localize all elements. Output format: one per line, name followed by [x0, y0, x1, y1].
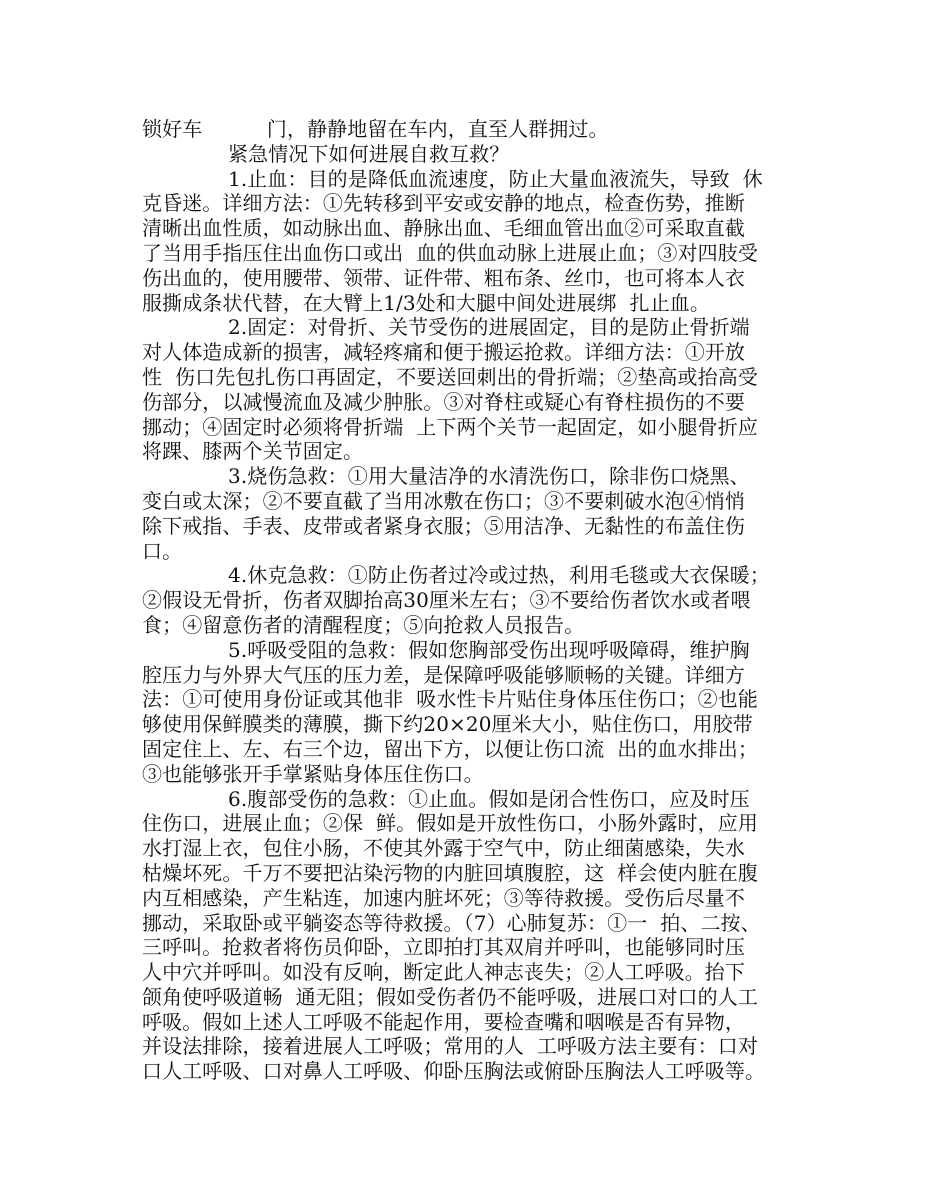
text-line: 克昏迷。详细方法：①先转移到平安或安静的地点，检查伤势，推断 [142, 191, 745, 216]
text-line: 对人体造成新的损害，减轻疼痛和便于搬运抢救。详细方法：①开放 [142, 340, 745, 365]
text-line: 颌角使呼吸道畅 通无阻；假如受伤者仍不能呼吸，进展口对口的人工 [142, 984, 758, 1009]
text-line: ③也能够张开手掌紧贴身体压住伤口。 [142, 761, 484, 786]
text-line: 够使用保鲜膜类的薄膜，撕下约20×20厘米大小，贴住伤口，用胶带 [142, 712, 753, 737]
text-line: 挪动；④固定时必须将骨折端 上下两个关节一起固定，如小腿骨折应 [142, 414, 758, 439]
text-line: 腔压力与外界大气压的压力差，是保障呼吸能够顺畅的关键。详细方 [142, 662, 745, 687]
text-line: 口人工呼吸、口对鼻人工呼吸、仰卧压胸法或俯卧压胸法人工呼吸等。 [142, 1059, 766, 1084]
text-line: 伤出血的，使用腰带、领带、证件带、粗布条、丝巾，也可将本人衣 [142, 265, 745, 290]
text-line: 呼吸。假如上述人工呼吸不能起作用，要检查嘴和咽喉是否有异物， [142, 1009, 745, 1034]
text-line: 性 伤口先包扎伤口再固定，不要送回刺出的骨折端；②垫高或抬高受 [142, 364, 758, 389]
text-line: 住伤口，进展止血；②保 鲜。假如是开放性伤口，小肠外露时，应用 [142, 811, 758, 836]
text-line: 除下戒指、手表、皮带或者紧身衣服；⑤用洁净、无黏性的布盖住伤 [142, 513, 745, 538]
text-line: 并设法排除，接着进展人工呼吸；常用的人 工呼吸方法主要有：口对 [142, 1034, 758, 1059]
text-line: ②假设无骨折，伤者双脚抬高30厘米左右；③不要给伤者饮水或者喂 [142, 588, 751, 613]
text-line: 挪动，采取卧或平躺姿态等待救援。（7）心肺复苏：①一 拍、二按、 [142, 910, 761, 935]
text-line: 三呼叫。抢救者将伤员仰卧，立即拍打其双肩并呼叫，也能够同时压 [142, 935, 745, 960]
text-line: 3.烧伤急救：①用大量洁净的水清洗伤口，除非伤口烧黑、 [228, 464, 750, 489]
text-line: 将踝、膝两个关节固定。 [142, 439, 364, 464]
text-line: 固定住上、左、右三个边，留出下方，以便让伤口流 出的血水排出； [142, 736, 758, 761]
text-line: 水打湿上衣，包住小肠，不使其外露于空气中，防止细菌感染，失水 [142, 836, 745, 861]
text-line: 清晰出血性质，如动脉出血、静脉出血、毛细血管出血②可采取直截 [142, 216, 745, 241]
text-line: 内互相感染，产生粘连，加速内脏坏死；③等待救援。受伤后尽量不 [142, 885, 745, 910]
text-line: 法：①可使用身份证或其他非 吸水性卡片贴住身体压住伤口；②也能 [142, 687, 758, 712]
text-line: 人中穴并呼叫。如没有反响，断定此人神志丧失；②人工呼吸。抬下 [142, 960, 745, 985]
text-line: 2.固定：对骨折、关节受伤的进展固定，目的是防止骨折端 [228, 315, 750, 340]
text-line: 4.休克急救：①防止伤者过冷或过热，利用毛毯或大衣保暖； [228, 563, 770, 588]
text-line: 食；④留意伤者的清醒程度；⑤向抢救人员报告。 [142, 612, 585, 637]
document-page [142, 117, 822, 1084]
text-line: 6.腹部受伤的急救：①止血。假如是闭合性伤口，应及时压 [228, 786, 750, 811]
text-line: 口。 [142, 538, 183, 563]
text-line: 变白或太深；②不要直截了当用冰敷在伤口；③不要刺破水泡④悄悄 [142, 488, 745, 513]
text-line: 紧急情况下如何进展自救互救？ [228, 141, 510, 166]
text-line: 锁好车 门，静静地留在车内，直至人群拥过。 [142, 117, 609, 141]
text-line: 枯燥坏死。千万不要把沾染污物的内脏回填腹腔，这 样会使内脏在腹 [142, 860, 758, 885]
text-line: 了当用手指压住出血伤口或出 血的供血动脉上进展止血；③对四肢受 [142, 240, 758, 265]
text-line: 1.止血：目的是降低血流速度，防止大量血液流失，导致 休 [228, 166, 763, 191]
text-line: 5.呼吸受阻的急救：假如您胸部受伤出现呼吸障碍，维护胸 [228, 637, 750, 662]
text-line: 服撕成条状代替，在大臂上1/3处和大腿中间处进展绑 扎止血。 [142, 290, 711, 315]
text-line: 伤部分，以减慢流血及减少肿胀。③对脊柱或疑心有脊柱损伤的不要 [142, 389, 745, 414]
